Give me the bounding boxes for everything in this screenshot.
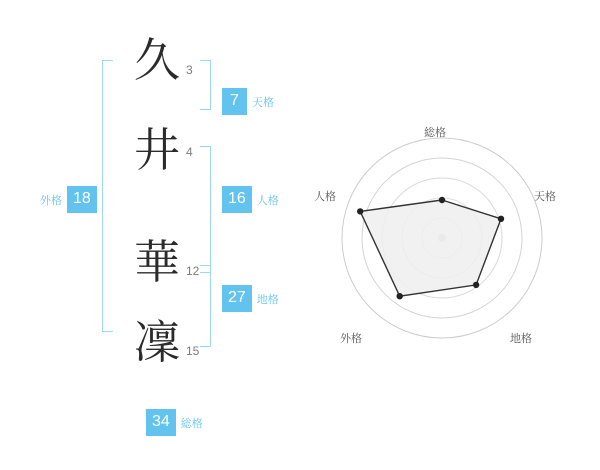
stroke-count-1: 3 [186, 63, 193, 77]
stroke-count-4: 15 [186, 344, 200, 358]
tenkaku-value: 7 [222, 88, 247, 115]
radar-axis-label-chikaku: 地格 [510, 333, 532, 345]
tenkaku-label: 天格 [252, 96, 274, 109]
radar-point [439, 197, 445, 203]
radar-axis-label-gaikaku: 外格 [340, 333, 362, 345]
radar-chart-svg [312, 108, 572, 368]
radar-chart [312, 108, 572, 373]
radar-axis-label-tenkaku: 天格 [534, 191, 556, 203]
chikaku-bracket [200, 265, 211, 347]
kanji-character-4: 凜 [134, 317, 180, 368]
radar-point [397, 293, 403, 299]
chikaku-label: 地格 [256, 293, 279, 306]
radar-axis-label-jinkaku: 人格 [314, 191, 336, 203]
kanji-character-2: 井 [134, 125, 180, 176]
radar-axis-label-soukaku: 総格 [424, 127, 446, 139]
stroke-count-2: 4 [186, 145, 193, 159]
radar-point [357, 208, 363, 214]
stroke-count-3: 12 [186, 264, 200, 278]
tenkaku-bracket [200, 60, 211, 110]
jinkaku-bracket [200, 146, 211, 273]
gaikaku-label: 外格 [40, 194, 62, 207]
gaikaku-badge[interactable] [40, 186, 97, 213]
radar-data-polygon [360, 200, 501, 296]
gaikaku-value: 18 [67, 186, 97, 213]
kanji-character-1: 久 [134, 35, 180, 86]
soukaku-label: 総格 [180, 417, 203, 430]
chikaku-badge[interactable] [222, 285, 279, 312]
chikaku-value: 27 [222, 285, 252, 312]
jinkaku-value: 16 [222, 186, 252, 213]
kanji-character-3: 華 [134, 237, 180, 288]
tenkaku-badge[interactable] [222, 88, 274, 115]
radar-point [473, 282, 479, 288]
gaikaku-bracket [102, 60, 113, 332]
jinkaku-label: 人格 [256, 194, 279, 207]
soukaku-value: 34 [146, 409, 176, 436]
jinkaku-badge[interactable] [222, 186, 279, 213]
radar-point [498, 216, 504, 222]
soukaku-badge[interactable] [146, 409, 203, 436]
